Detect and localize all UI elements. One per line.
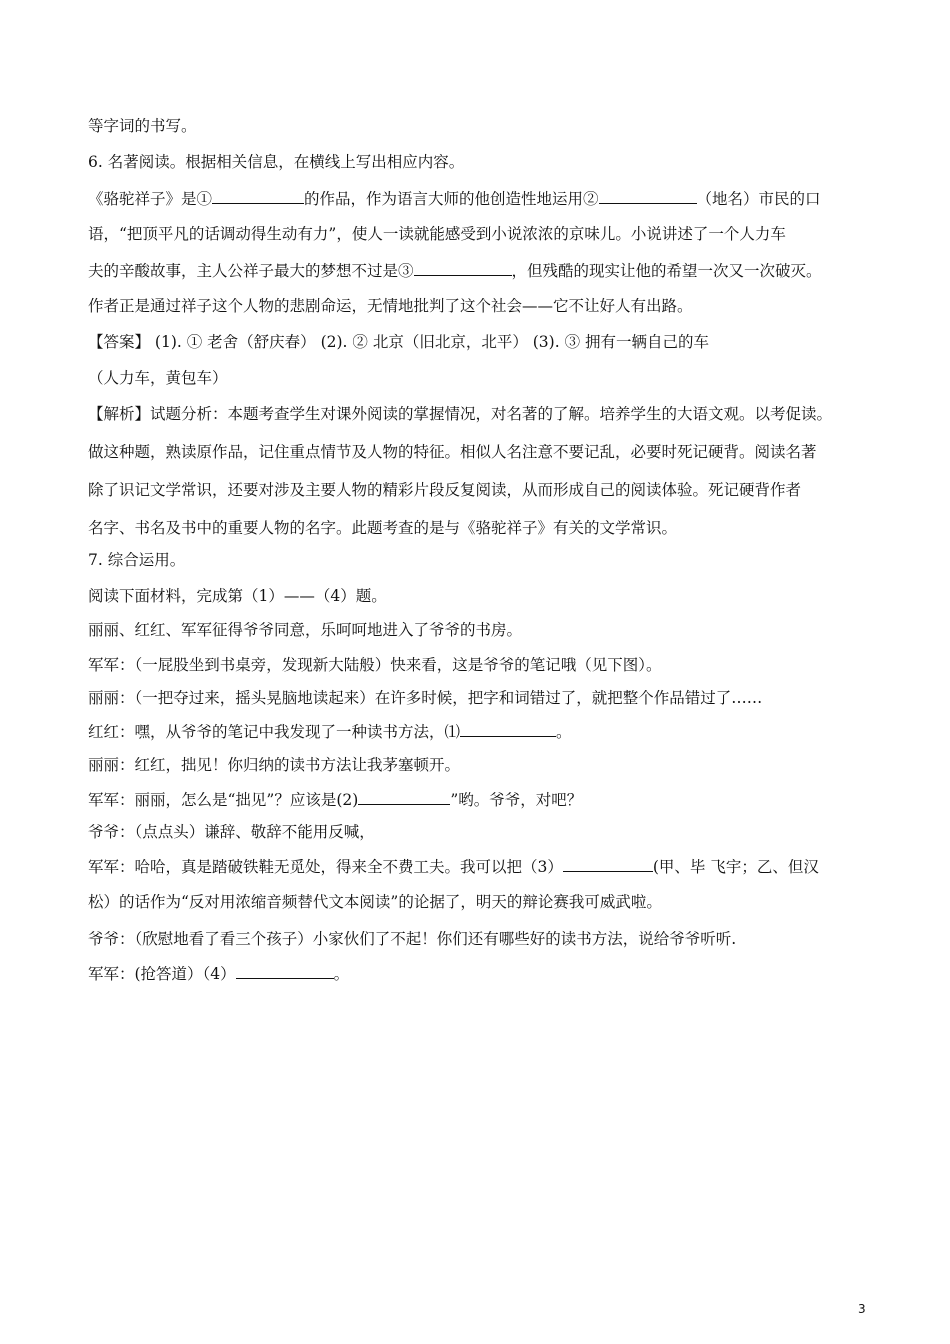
dialogue-line: 军军：丽丽，怎么是“拙见”？应该是(2) ”哟。爷爷，对吧？ [88,791,583,809]
answer-blank-q4[interactable] [236,963,334,979]
dialogue-line: 红红：嘿，从爷爷的笔记中我发现了一种读书方法，⑴ 。 [88,723,572,741]
dialogue-line: 松）的话作为“反对用浓缩音频替代文本阅读”的论据了，明天的辩论赛我可威武啦。 [88,893,662,911]
analysis-line: 做这种题，熟读原作品，记住重点情节及人物的特征。相似人名注意不要记乱，必要时死记硬背。阅读名著 [88,443,817,461]
answer-blank-3[interactable] [414,260,512,276]
question-6-title: 6. 名著阅读。根据相关信息，在横线上写出相应内容。 [88,153,465,171]
text-line: 语，“把顶平凡的话调动得生动有力”，使人一读就能感受到小说浓浓的京味儿。小说讲述了一个人力车 [88,225,786,243]
page-number: 3 [858,1302,866,1316]
question-7-title: 7. 综合运用。 [88,551,186,569]
dialogue-line: 丽丽：（一把夺过来，摇头晃脑地读起来）在许多时候，把字和词错过了，就把整个作品错过了…… [88,689,763,707]
dialogue-line: 爷爷：（欣慰地看了看三个孩子）小家伙们了不起！你们还有哪些好的读书方法，说给爷爷听听. [88,930,737,948]
text-line: 丽丽、红红、军军征得爷爷同意，乐呵呵地进入了爷爷的书房。 [88,621,523,639]
text-line: 阅读下面材料，完成第（1）——（4）题。 [88,587,387,605]
dialogue-line: 军军：(抢答道）（4） 。 [88,965,350,983]
analysis-line: 名字、书名及书中的重要人物的名字。此题考查的是与《骆驼祥子》有关的文学常识。 [88,519,678,537]
answer-blank-1[interactable] [212,188,304,204]
dialogue-line: 丽丽：红红，拙见！你归纳的读书方法让我茅塞顿开。 [88,756,461,774]
dialogue-line: 爷爷：（点点头）谦辞、敬辞不能用反喊， [88,823,375,841]
answer-blank-q3[interactable] [563,856,653,872]
dialogue-line: 军军：（一屁股坐到书桌旁，发现新大陆般）快来看，这是爷爷的笔记哦（见下图）。 [88,656,662,674]
answer-blank-q2[interactable] [358,789,450,805]
text-line: 等字词的书写。 [88,117,197,135]
text-line: 作者正是通过祥子这个人物的悲剧命运，无情地批判了这个社会——它不让好人有出路。 [88,297,693,315]
analysis-line: 【解析】试题分析：本题考查学生对课外阅读的掌握情况，对名著的了解。培养学生的大语文观。以考促读。 [88,405,833,423]
text-line: 《骆驼祥子》是① 的作品，作为语言大师的他创造性地运用② （地名）市民的口 [88,190,821,208]
text-line: 夫的辛酸故事，主人公祥子最大的梦想不过是③ ，但残酷的现实让他的希望一次又一次破灭。 [88,262,822,280]
dialogue-line: 军军：哈哈，真是踏破铁鞋无觅处，得来全不费工夫。我可以把（3） (甲、毕 飞宇；乙、但汉 [88,858,819,876]
analysis-line: 除了识记文学常识，还要对涉及主要人物的精彩片段反复阅读，从而形成自己的阅读体验。死记硬背作者 [88,481,802,499]
answer-blank-2[interactable] [599,188,697,204]
answer-line: （人力车，黄包车） [88,369,228,387]
answer-line: 【答案】 (1). ① 老舍（舒庆春） (2). ② 北京（旧北京，北平） (3). ③ 拥有一辆自己的车 [88,333,709,351]
answer-blank-q1[interactable] [460,721,556,737]
